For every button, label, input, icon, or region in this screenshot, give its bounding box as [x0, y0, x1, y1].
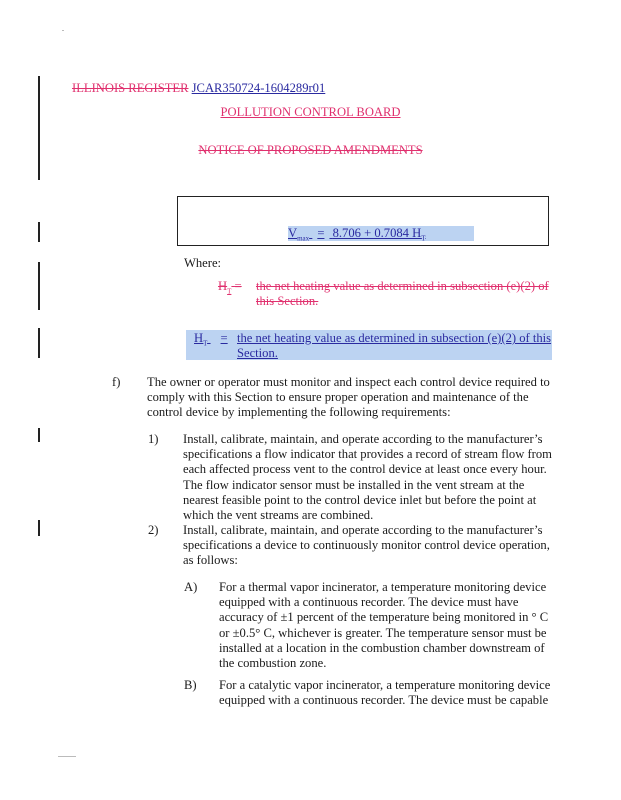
change-bar — [38, 428, 40, 442]
text-line: For a catalytic vapor incinerator, a temperature monitoring device — [219, 678, 551, 692]
where-label: Where: — [184, 256, 222, 270]
item-1-text — [183, 432, 552, 523]
item-a-label: A) — [184, 580, 198, 594]
text-line: The flow indicator sensor must be installed in the vent stream at the — [183, 477, 525, 492]
deleted-symbol: H — [218, 279, 228, 293]
item-1-label: 1) — [148, 432, 159, 446]
scan-speck — [58, 756, 76, 757]
inserted-definition-symbol — [194, 331, 228, 352]
formula — [288, 226, 474, 241]
inserted-definition-line-2: Section. — [237, 346, 278, 360]
change-bar — [38, 520, 40, 536]
scan-speck — [62, 30, 64, 31]
item-b-label: B) — [184, 678, 197, 692]
text-line: which the vent streams are combined. — [183, 508, 374, 523]
deleted-definition-symbol — [218, 279, 242, 300]
deleted-equals: = — [234, 279, 242, 293]
item-f-text — [147, 375, 550, 421]
notice-title: NOTICE OF PROPOSED AMENDMENTS — [198, 143, 423, 157]
change-bar — [38, 222, 40, 242]
item-f-label: f) — [112, 375, 121, 389]
deleted-definition-line-1: the net heating value as determined in subsection (e)(2) of — [256, 279, 549, 293]
item-2-label: 2) — [148, 523, 159, 537]
text-line: as follows: — [183, 553, 238, 568]
board-title: POLLUTION CONTROL BOARD — [220, 105, 401, 119]
change-bar — [38, 262, 40, 310]
item-2-text — [183, 523, 550, 569]
text-line: the combustion zone. — [219, 656, 327, 671]
text-line: For a thermal vapor incinerator, a temperature monitoring device — [219, 580, 547, 594]
register-deleted: ILLINOIS REGISTER — [72, 81, 189, 95]
text-line: installed at a location in the combustion chamber downstream of — [219, 640, 545, 655]
text-line: each affected process vent to the control device at least once every hour. — [183, 462, 547, 477]
change-bar — [38, 328, 40, 358]
formula-equals: = — [317, 226, 325, 240]
formula-v: V — [288, 226, 298, 240]
formula-v-sub: max — [297, 234, 310, 243]
text-line: Install, calibrate, maintain, and operate according to the manufacturer’s — [183, 523, 543, 537]
text-line: equipped with a continuous recorder. The device must be capable — [219, 693, 549, 708]
formula-h-sub: T — [421, 234, 426, 243]
deleted-symbol-sub: T — [227, 287, 232, 296]
register-header — [72, 81, 325, 96]
formula-expression: 8.706 + 0.7084 H — [332, 226, 422, 240]
change-bar — [38, 76, 40, 180]
deleted-definition-line-2: this Section. — [256, 294, 319, 308]
text-line: specifications a device to continuously monitor control device operation, — [183, 538, 550, 553]
text-line: specifications a flow indicator that provides a record of stream flow from — [183, 447, 552, 462]
inserted-symbol: H — [194, 331, 204, 345]
item-a-text — [219, 580, 549, 671]
text-line: nearest feasible point to the control device inlet but before the point at — [183, 492, 537, 507]
text-line: The owner or operator must monitor and inspect each control device required to — [147, 375, 550, 389]
text-line: or ±0.5° C, whichever is greater. The temperature sensor must be — [219, 625, 547, 640]
inserted-definition-line-1: the net heating value as determined in subsection (e)(2) of this — [237, 331, 552, 345]
inserted-symbol-sub: T — [203, 339, 208, 348]
text-line: Install, calibrate, maintain, and operate according to the manufacturer’s — [183, 432, 543, 446]
inserted-equals: = — [220, 331, 228, 345]
text-line: accuracy of ±1 percent of the temperature being monitored in ° C — [219, 610, 549, 625]
text-line: comply with this Section to ensure proper operation and maintenance of the — [147, 390, 529, 405]
text-line: equipped with a continuous recorder. The device must have — [219, 595, 519, 610]
register-inserted: JCAR350724-1604289r01 — [191, 81, 326, 95]
item-b-text — [219, 678, 551, 708]
text-line: control device by implementing the following requirements: — [147, 405, 451, 420]
